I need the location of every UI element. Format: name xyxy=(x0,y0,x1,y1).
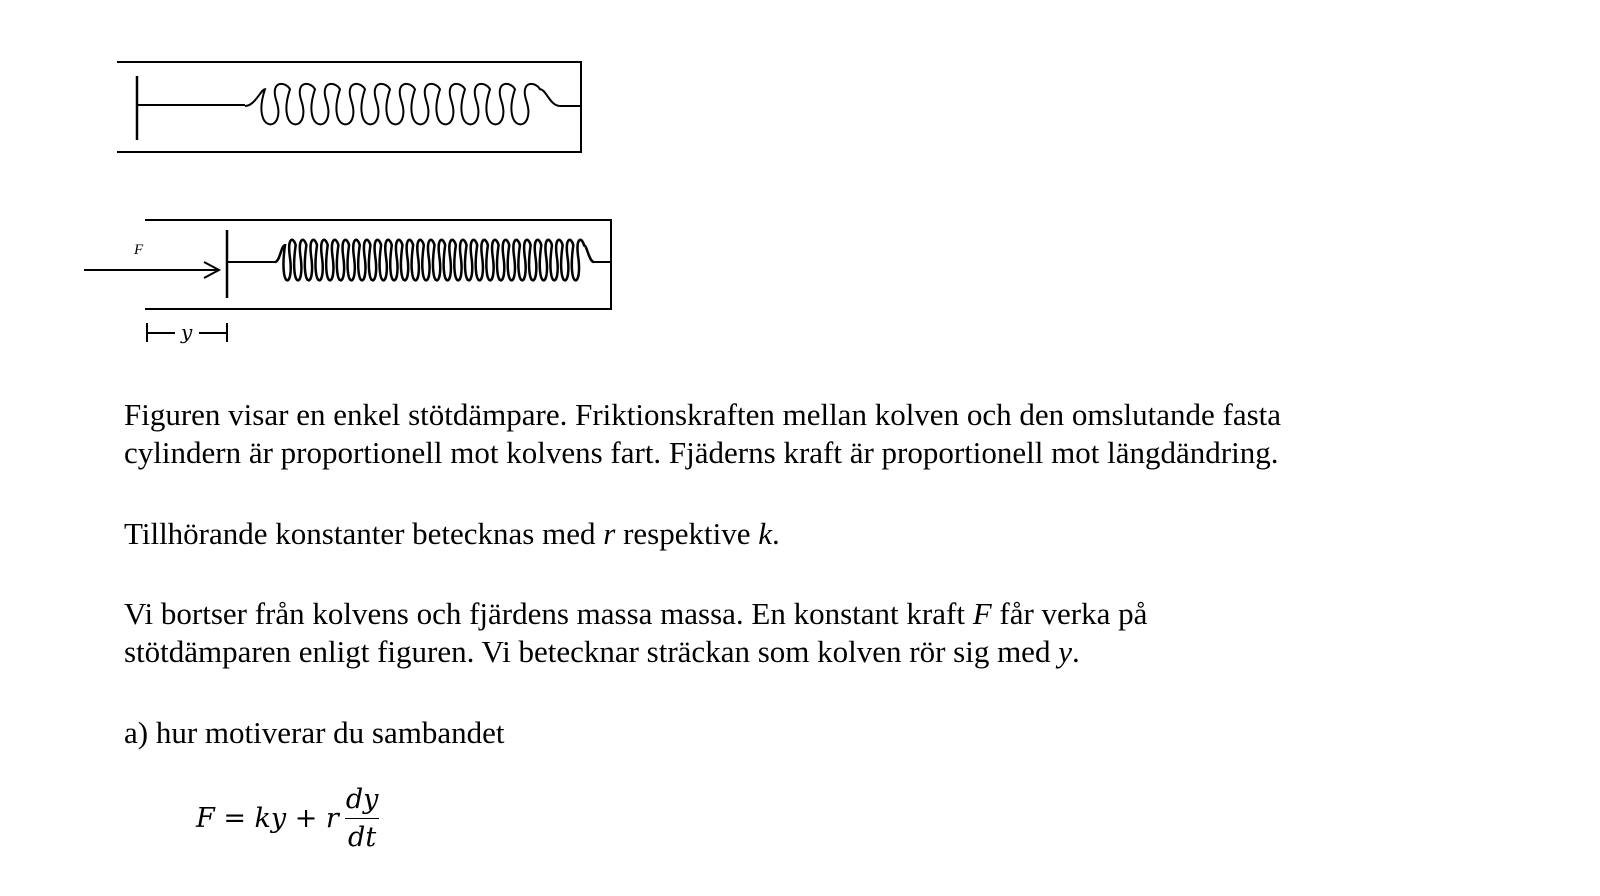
force-label: F xyxy=(134,242,144,258)
assumptions-line-2 xyxy=(124,633,1147,671)
spring-uncompressed xyxy=(245,84,560,124)
equation-lhs: F = ky + r xyxy=(196,802,339,834)
fraction-denominator: dt xyxy=(345,818,379,853)
description-line-1: Figuren visar en enkel stötdämpare. Friktionskraften mellan kolven och den omslutande fasta xyxy=(124,397,1282,432)
assumptions-line-2-suffix: . xyxy=(1071,634,1080,669)
description-line-2: cylindern är proportionell mot kolvens fart. Fjäderns kraft är proportionell mot längdändring. xyxy=(124,435,1279,470)
spring-compressed xyxy=(275,240,594,280)
variable-y: y xyxy=(1058,634,1072,669)
force-arrow xyxy=(84,262,219,278)
variable-F: F xyxy=(972,596,992,631)
paragraph-assumptions xyxy=(124,595,1147,671)
assumptions-line-2-prefix: stötdämparen enligt figuren. Vi betecknar sträckan som kolven rör sig med xyxy=(124,634,1059,669)
shock-absorber-figure xyxy=(0,0,700,360)
compressed-cylinder xyxy=(145,220,611,309)
constants-middle: respektive xyxy=(615,516,759,551)
assumptions-line-1-prefix: Vi bortser från kolvens och fjärdens massa massa. En konstant kraft xyxy=(124,596,973,631)
uncompressed-cylinder xyxy=(117,62,581,152)
constant-r: r xyxy=(603,516,616,551)
constant-k: k xyxy=(758,516,772,551)
constants-suffix: . xyxy=(771,516,780,551)
fraction-numerator: dy xyxy=(345,783,379,815)
assumptions-line-1 xyxy=(124,595,1147,633)
equation-fraction xyxy=(343,784,382,853)
equation xyxy=(196,783,381,853)
paragraph-constants xyxy=(124,515,780,553)
cylinder-wall-bottom xyxy=(145,220,611,309)
constants-prefix: Tillhörande konstanter betecknas med xyxy=(124,516,604,551)
question-a: a) hur motiverar du sambandet xyxy=(124,715,505,750)
assumptions-line-1-suffix: får verka på xyxy=(991,596,1148,631)
paragraph-description xyxy=(124,396,1281,472)
displacement-label: y xyxy=(181,320,193,344)
